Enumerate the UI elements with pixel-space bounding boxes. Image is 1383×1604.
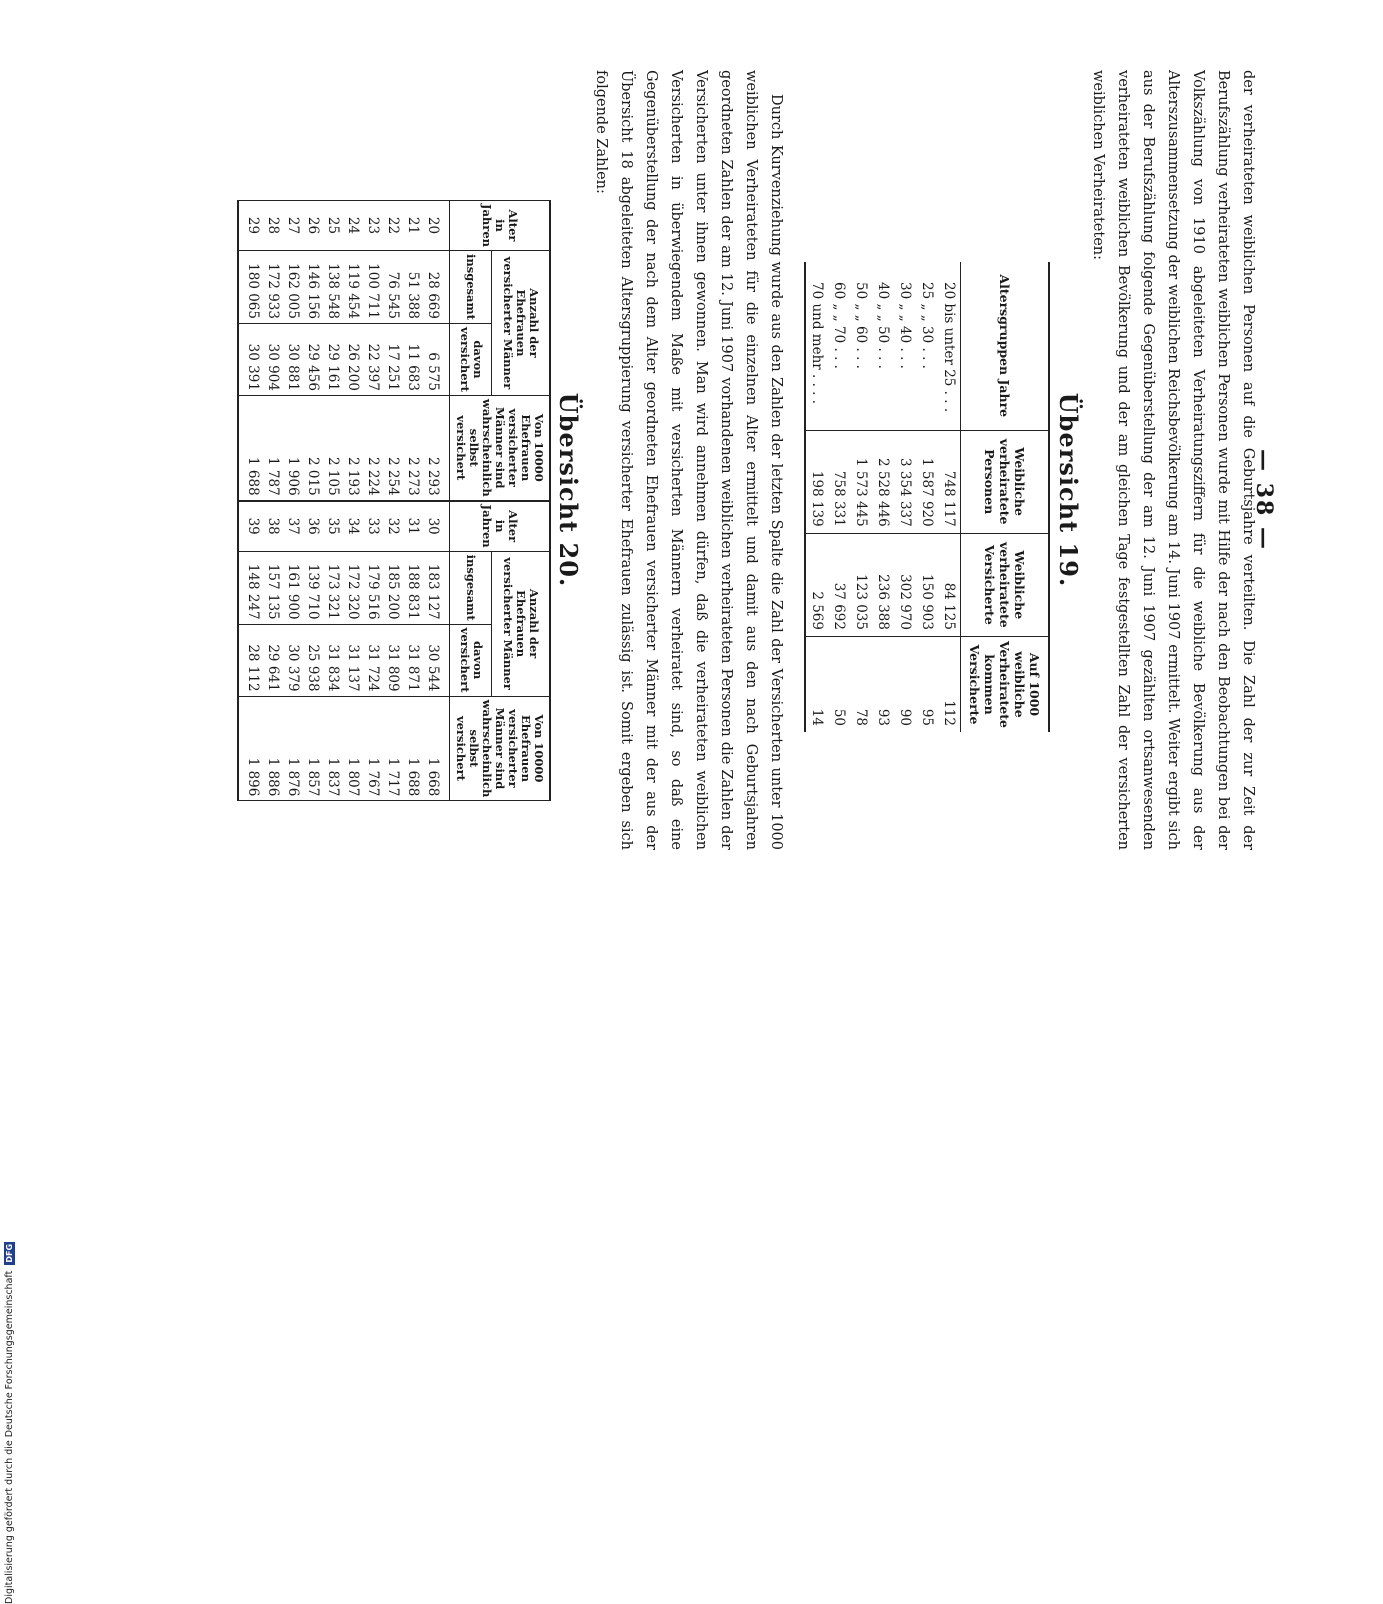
table-20-cell-left-age: 21 [403, 201, 423, 251]
table-20-cell-left-insured: 30 881 [283, 323, 303, 395]
table-19-cell-insured: 84 125 [938, 533, 961, 636]
table-19-header-insured: Weibliche verheiratete Versicherte [961, 533, 1050, 636]
table-20-header-wives-left: Anzahl der Ehefrauen versicherter Männer [492, 251, 550, 396]
table-20-cell-right-insured: 31 137 [343, 624, 363, 696]
table-row [828, 262, 850, 732]
credit-text: Digitalisierung gefördert durch die Deutsche Forschungsgemeinschaft [4, 1270, 15, 1604]
table-row [363, 201, 383, 801]
table-20-cell-right-per10000: 1 896 [238, 696, 263, 801]
table-20-cell-right-age: 37 [283, 501, 303, 552]
table-19-cell-age: 30 „ „ 40 . . . [897, 282, 913, 369]
dfg-logo: DFG [5, 1243, 14, 1263]
table-19-cell-age: 20 bis unter 25 . . . [941, 282, 957, 413]
table-20-cell-right-age: 31 [403, 501, 423, 552]
table-20-cell-left-age: 26 [303, 201, 323, 251]
table-row [403, 201, 423, 801]
table-20-cell-right-age: 33 [363, 501, 383, 552]
table-19-cell-per1000: 90 [894, 636, 916, 732]
table-20-cell-left-insured: 26 200 [343, 323, 363, 395]
table-20-cell-left-total: 172 933 [263, 251, 283, 324]
table-20-body [238, 201, 450, 801]
digitization-credit [4, 1208, 20, 1604]
table-row [283, 201, 303, 801]
table-20-cell-left-insured: 17 251 [383, 323, 403, 395]
table-19 [804, 262, 1050, 732]
table-20-cell-right-total: 161 900 [283, 551, 303, 624]
table-20-cell-left-age: 28 [263, 201, 283, 251]
table-20-cell-right-total: 183 127 [423, 551, 450, 624]
table-row [343, 201, 363, 801]
table-20-cell-left-age: 20 [423, 201, 450, 251]
table-19-cell-insured: 302 970 [894, 533, 916, 636]
table-19-cell-persons: 1 573 445 [850, 430, 872, 533]
table-19-cell-persons: 748 117 [938, 430, 961, 533]
table-row [238, 201, 263, 801]
table-20-cell-left-per10000: 2 193 [343, 395, 363, 500]
table-20-cell-right-insured: 30 379 [283, 624, 303, 696]
table-20-cell-left-total: 76 545 [383, 251, 403, 324]
table-20-cell-left-insured: 29 456 [303, 323, 323, 395]
table-20-cell-right-age: 34 [343, 501, 363, 552]
table-20-cell-left-per10000: 2 293 [423, 395, 450, 500]
table-20-cell-right-per10000: 1 837 [323, 696, 343, 801]
table-row [805, 262, 828, 732]
table-19-cell-per1000: 14 [805, 636, 828, 732]
table-20-cell-left-age: 29 [238, 201, 263, 251]
table-20-header-insured-left: davon versichert [450, 323, 492, 395]
table-19-cell-persons: 3 354 337 [894, 430, 916, 533]
table-20-cell-right-age: 39 [238, 501, 263, 552]
table-20-header-insured-right: davon versichert [450, 624, 492, 696]
table-19-cell-persons: 198 139 [805, 430, 828, 533]
table-20-cell-right-age: 30 [423, 501, 450, 552]
table-20-cell-left-age: 22 [383, 201, 403, 251]
table-20-cell-right-total: 172 320 [343, 551, 363, 624]
table-20-cell-left-total: 51 388 [403, 251, 423, 324]
table-19-cell-age: 25 „ „ 30 . . . [919, 282, 935, 369]
table-19-title: Übersicht 19. [1054, 392, 1083, 588]
table-row [303, 201, 323, 801]
page-number: — 38 — [1251, 449, 1277, 551]
table-20-cell-left-total: 119 454 [343, 251, 363, 324]
table-row [423, 201, 450, 801]
table-19-header-age: Altersgruppen Jahre [961, 262, 1050, 430]
table-20-cell-right-age: 36 [303, 501, 323, 552]
table-20-cell-left-per10000: 1 787 [263, 395, 283, 500]
table-19-cell-age: 50 „ „ 60 . . . [853, 282, 869, 369]
table-20-cell-right-age: 32 [383, 501, 403, 552]
table-20-cell-left-total: 162 005 [283, 251, 303, 324]
table-20-header-age-right: Alter in Jahren [450, 501, 551, 552]
table-row [894, 262, 916, 732]
table-20-cell-right-insured: 28 112 [238, 624, 263, 696]
table-20-cell-left-age: 27 [283, 201, 303, 251]
table-20-cell-left-insured: 6 575 [423, 323, 450, 395]
table-20-cell-left-age: 24 [343, 201, 363, 251]
table-20-cell-right-per10000: 1 767 [363, 696, 383, 801]
table-20-cell-right-per10000: 1 876 [283, 696, 303, 801]
table-20-cell-right-total: 139 710 [303, 551, 323, 624]
table-20-cell-left-total: 138 548 [323, 251, 343, 324]
table-20-cell-right-insured: 31 834 [323, 624, 343, 696]
table-20-cell-left-insured: 11 683 [403, 323, 423, 395]
table-19-header-persons: Weibliche verheiratete Personen [961, 430, 1050, 533]
table-row [916, 262, 938, 732]
table-20-cell-right-total: 185 200 [383, 551, 403, 624]
paragraph-2: Durch Kurvenziehung wurde aus den Zahlen der letzten Spalte die Zahl der Versicherten unter 1000 weiblichen Verheirateten für die einzelnen Alter ermittelt und damit aus den nach Geburtsjahren geordneten Zahlen der am 12. Juni 1907 vorhandenen weiblichen verheirateten Personen die Zahlen der Versicherten unter ihnen gewonnen. Man wird annehmen dürfen, daß die verheirateten weiblichen Versicherten in überwiegendem Maße mit versicherten Männern verheiratet sind, so daß eine Gegenüberstellung der nach dem Alter geordneten Ehefrauen versicherter Männer mit der aus der Übersicht 18 abgeleiteten Altersgruppierung versicherter Ehefrauen zulässig ist. Somit ergeben sich folgende Zahlen: [593, 70, 784, 850]
table-row [383, 201, 403, 801]
table-20-header-per10000-right: Von 10000 Ehefrauen versicherter Männer sind wahrscheinlich selbst versichert [450, 696, 551, 801]
table-20-cell-right-insured: 31 871 [403, 624, 423, 696]
table-20-cell-left-per10000: 1 906 [283, 395, 303, 500]
table-19-cell-per1000: 50 [828, 636, 850, 732]
table-20-cell-right-insured: 31 724 [363, 624, 383, 696]
table-row [323, 201, 343, 801]
table-20-cell-right-per10000: 1 807 [343, 696, 363, 801]
table-20-cell-right-insured: 31 809 [383, 624, 403, 696]
table-20-cell-right-insured: 25 938 [303, 624, 323, 696]
table-19-cell-per1000: 93 [872, 636, 894, 732]
table-19-cell-insured: 236 388 [872, 533, 894, 636]
table-20-title: Übersicht 20. [554, 392, 583, 588]
table-row [872, 262, 894, 732]
table-19-cell-insured: 37 692 [828, 533, 850, 636]
table-20-cell-left-per10000: 2 015 [303, 395, 323, 500]
table-row [850, 262, 872, 732]
table-20-cell-left-total: 146 156 [303, 251, 323, 324]
table-20-cell-right-insured: 29 641 [263, 624, 283, 696]
table-20-cell-left-per10000: 2 273 [403, 395, 423, 500]
table-20-cell-left-total: 100 711 [363, 251, 383, 324]
table-20-cell-right-age: 35 [323, 501, 343, 552]
table-20-cell-right-total: 157 135 [263, 551, 283, 624]
table-20-cell-left-age: 25 [323, 201, 343, 251]
table-19-cell-persons: 2 528 446 [872, 430, 894, 533]
table-20-cell-left-per10000: 2 254 [383, 395, 403, 500]
table-20-cell-right-total: 179 516 [363, 551, 383, 624]
table-19-cell-insured: 150 903 [916, 533, 938, 636]
table-20-cell-right-per10000: 1 886 [263, 696, 283, 801]
table-20-cell-left-per10000: 2 224 [363, 395, 383, 500]
paragraph-1: der verheirateten weiblichen Personen auf die Geburtsjahre verteilten. Die Zahl der zur Zeit der Berufszählung verheirateten weiblichen Personen wurde mit Hilfe der nach den Beobachtungen bei der Volkszählung von 1910 abgeleiteten Verheiratungsziffern für die weibliche Bevölkerung aus der Alterszusammensetzung der weiblichen Reichsbevölkerung am 14. Juni 1907 ermittelt. Weiter ergibt sich aus der Berufszählung folgende Gegenüberstellung der am 12. Juni 1907 gezählten ortsanwesenden verheirateten weiblichen Bevölkerung und der am gleichen Tage festgestellten Zahl der versicherten weiblichen Verheirateten: [1090, 70, 1256, 850]
table-20-cell-left-insured: 29 161 [323, 323, 343, 395]
table-19-cell-per1000: 78 [850, 636, 872, 732]
table-20-header-total-left: insgesamt [450, 251, 492, 324]
table-19-cell-persons: 758 331 [828, 430, 850, 533]
table-20-cell-right-total: 148 247 [238, 551, 263, 624]
table-20-cell-left-per10000: 1 688 [238, 395, 263, 500]
table-20-header-total-right: insgesamt [450, 551, 492, 624]
table-19-header-per1000: Auf 1000 weibliche Verheiratete kommen Versicherte [961, 636, 1050, 732]
table-20-header-wives-right: Anzahl der Ehefrauen versicherter Männer [492, 551, 550, 696]
table-20-cell-right-total: 173 321 [323, 551, 343, 624]
table-20-cell-left-insured: 22 397 [363, 323, 383, 395]
table-row [938, 262, 961, 732]
table-20-cell-right-per10000: 1 668 [423, 696, 450, 801]
table-19-cell-per1000: 112 [938, 636, 961, 732]
table-19-cell-per1000: 95 [916, 636, 938, 732]
table-20-header-per10000-left: Von 10000 Ehefrauen versicherter Männer sind wahrscheinlich selbst versichert [450, 395, 551, 500]
table-20-cell-right-age: 38 [263, 501, 283, 552]
table-20-cell-right-insured: 30 544 [423, 624, 450, 696]
table-20-cell-left-age: 23 [363, 201, 383, 251]
table-19-cell-persons: 1 587 920 [916, 430, 938, 533]
table-20-cell-left-total: 180 065 [238, 251, 263, 324]
table-20-cell-left-total: 28 669 [423, 251, 450, 324]
table-19-body [805, 262, 961, 732]
table-19-cell-insured: 2 569 [805, 533, 828, 636]
table-19-cell-age: 40 „ „ 50 . . . [875, 282, 891, 369]
table-20 [237, 200, 551, 801]
table-20-cell-right-per10000: 1 717 [383, 696, 403, 801]
table-19-cell-insured: 123 035 [850, 533, 872, 636]
table-20-cell-right-per10000: 1 857 [303, 696, 323, 801]
table-20-cell-left-per10000: 2 105 [323, 395, 343, 500]
table-20-cell-right-per10000: 1 688 [403, 696, 423, 801]
table-20-cell-right-total: 188 831 [403, 551, 423, 624]
table-20-cell-left-insured: 30 904 [263, 323, 283, 395]
table-19-cell-age: 70 und mehr . . . . [805, 262, 828, 430]
table-20-cell-left-insured: 30 391 [238, 323, 263, 395]
table-row [263, 201, 283, 801]
table-19-cell-age: 60 „ „ 70 . . . [831, 282, 847, 369]
table-20-header-age-left: Alter in Jahren [450, 201, 551, 251]
